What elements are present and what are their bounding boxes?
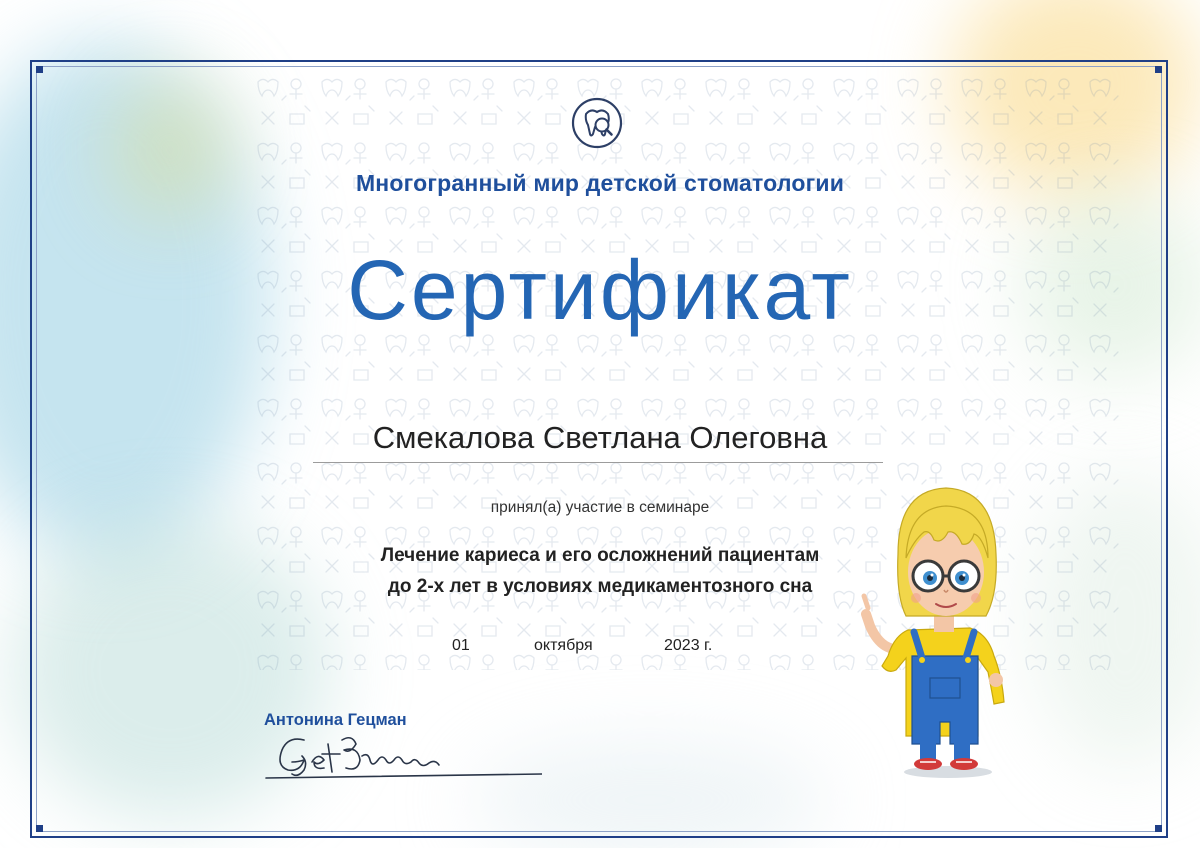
handwritten-signature	[262, 726, 542, 788]
cartoon-girl-illustration	[850, 480, 1030, 785]
tooth-magnifier-icon	[571, 97, 623, 149]
recipient-underline	[313, 462, 883, 463]
frame-corner	[36, 825, 43, 832]
date-year: 2023 г.	[664, 637, 713, 654]
seminar-title-line: до 2-х лет в условиях медикаментозного сна	[387, 576, 813, 597]
seminar-title-line: Лечение кариеса и его осложнений пациентам	[380, 545, 820, 566]
date-month: октября	[534, 637, 593, 654]
recipient-name: Смекалова Светлана Олеговна	[372, 420, 828, 455]
signer-name: Антонина Гецман	[264, 711, 407, 729]
organizer-name: Многогранный мир детской стоматологии	[355, 170, 845, 196]
frame-corner	[1155, 825, 1162, 832]
certificate-title: Сертификат	[347, 243, 853, 337]
date-day: 01	[452, 637, 470, 654]
participation-text: принял(а) участие в семинаре	[490, 499, 710, 516]
frame-corner	[1155, 66, 1162, 73]
frame-corner	[36, 66, 43, 73]
